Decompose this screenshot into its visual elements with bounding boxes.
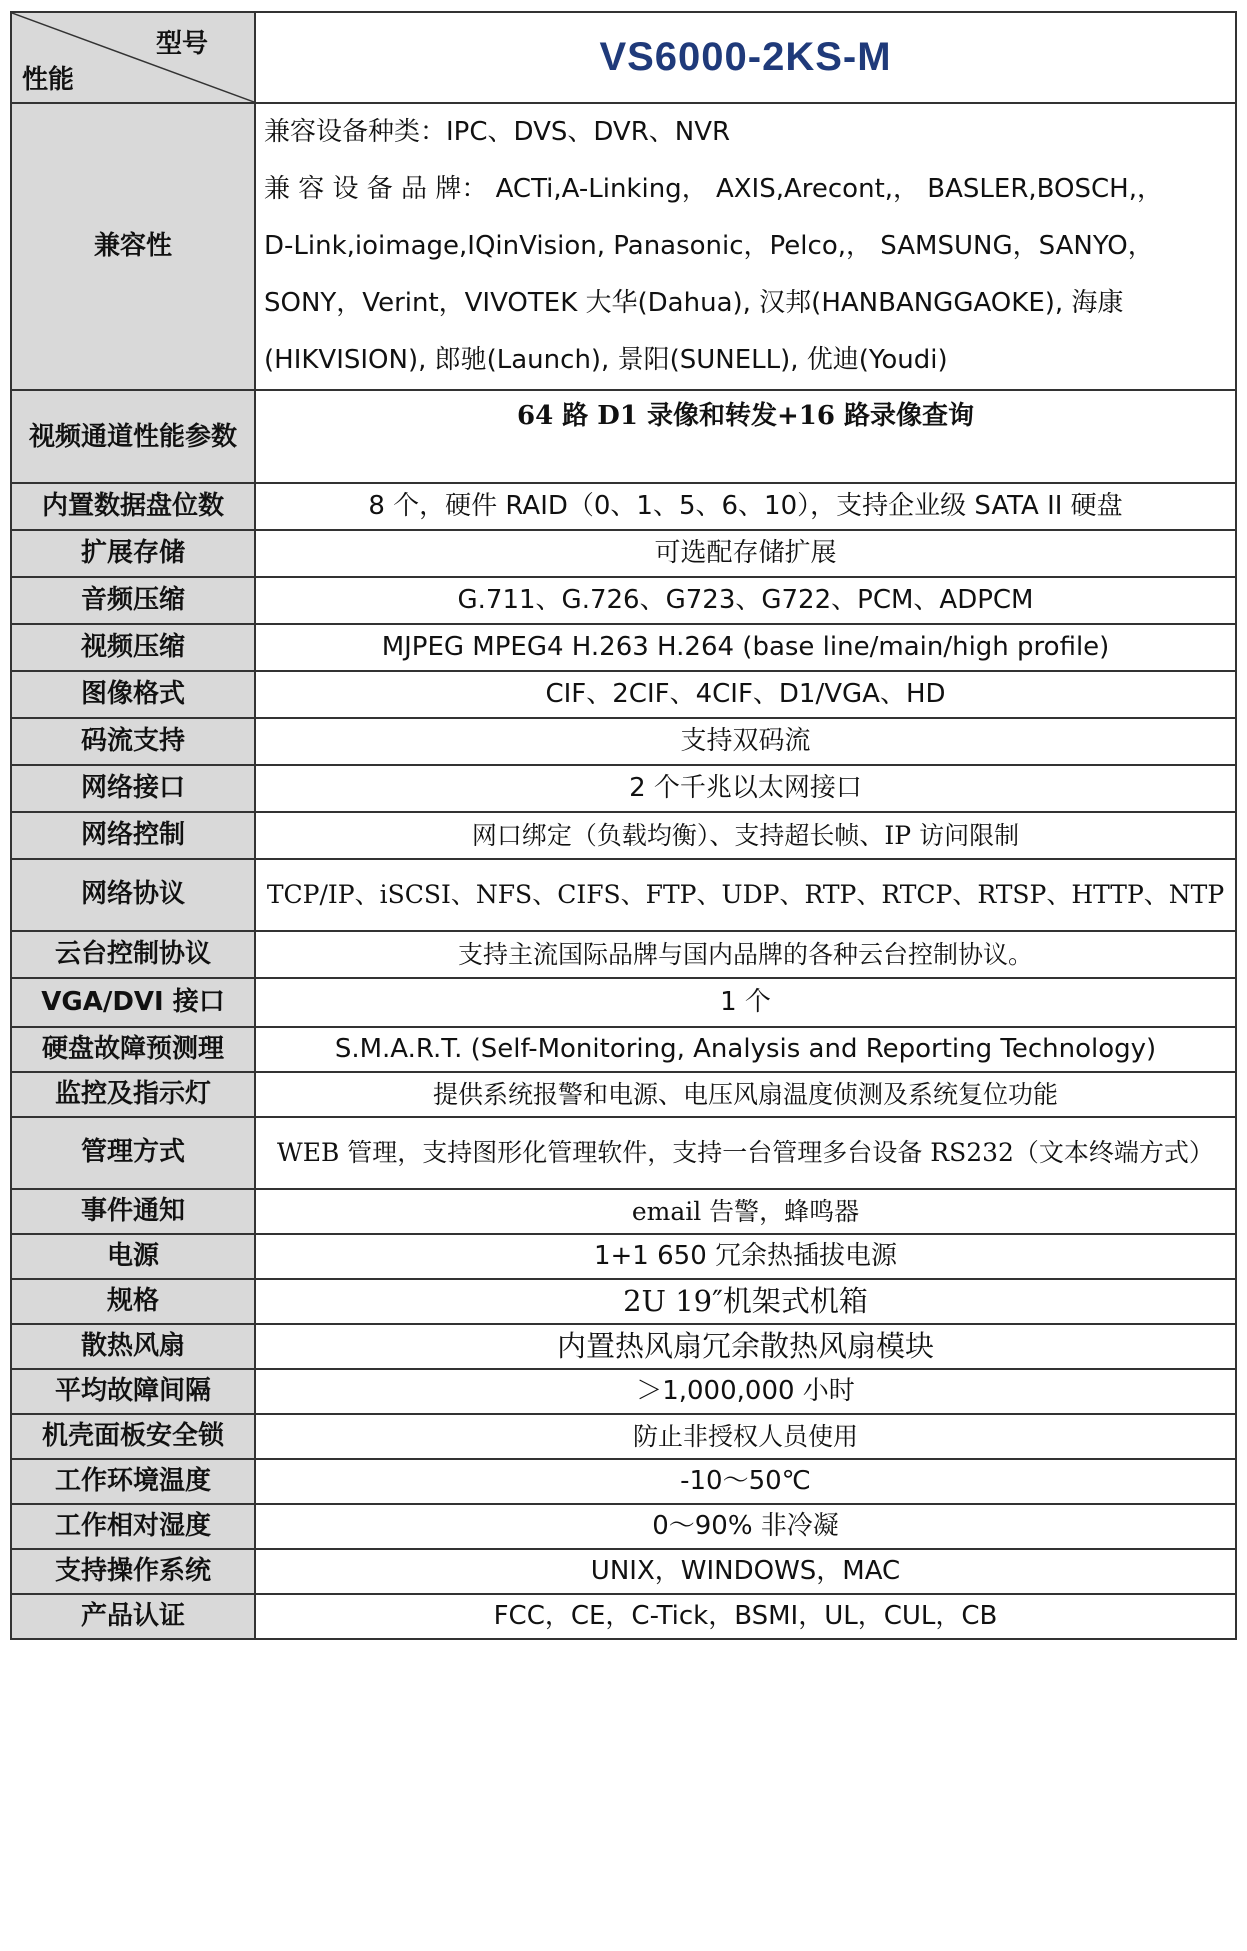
row-label: 机壳面板安全锁	[11, 1414, 255, 1459]
row-security-lock	[11, 1414, 1236, 1459]
row-value: 1 个	[255, 978, 1236, 1027]
corner-label-performance: 性能	[22, 65, 75, 95]
row-image-format	[11, 671, 1236, 718]
compat-line: 兼容设备种类：IPC、DVS、DVR、NVR	[264, 117, 731, 147]
row-label: 平均故障间隔	[11, 1369, 255, 1414]
row-vga-dvi	[11, 978, 1236, 1027]
row-value: 可选配存储扩展	[255, 530, 1236, 577]
spec-table	[10, 11, 1237, 1640]
row-value: S.M.A.R.T. (Self-Monitoring, Analysis and Reporting Technology)	[255, 1027, 1236, 1072]
compat-line: SONY，Verint，VIVOTEK 大华(Dahua), 汉邦(HANBANGGAOKE), 海康	[264, 288, 1124, 318]
row-operating-temp	[11, 1459, 1236, 1504]
row-value: G.711、G.726、G723、G722、PCM、ADPCM	[255, 577, 1236, 624]
row-value: FCC，CE，C-Tick，BSMI，UL，CUL，CB	[255, 1594, 1236, 1639]
row-network-interface	[11, 765, 1236, 812]
row-network-control	[11, 812, 1236, 859]
row-label: 支持操作系统	[11, 1549, 255, 1594]
row-label: 内置数据盘位数	[11, 483, 255, 530]
compat-line: D-Link,ioimage,IQinVision, Panasonic，Pelco,， SAMSUNG，SANYO，	[264, 231, 1154, 261]
row-disk-prediction	[11, 1027, 1236, 1072]
row-value: 支持双码流	[255, 718, 1236, 765]
row-value: TCP/IP、iSCSI、NFS、CIFS、FTP、UDP、RTP、RTCP、RTSP、HTTP、NTP	[255, 859, 1236, 931]
row-label: 云台控制协议	[11, 931, 255, 978]
row-value: 8 个，硬件 RAID（0、1、5、6、10），支持企业级 SATA II 硬盘	[255, 483, 1236, 530]
row-value: 1+1 650 冗余热插拔电源	[255, 1234, 1236, 1279]
row-spec	[11, 1279, 1236, 1324]
row-supported-os	[11, 1549, 1236, 1594]
row-label: 监控及指示灯	[11, 1072, 255, 1117]
header-corner-cell	[11, 12, 255, 103]
row-label: 网络控制	[11, 812, 255, 859]
row-value: 64 路 D1 录像和转发+16 路录像查询	[255, 390, 1236, 483]
row-label: 码流支持	[11, 718, 255, 765]
row-audio-compression	[11, 577, 1236, 624]
corner-label-model: 型号	[155, 29, 208, 59]
row-value: 2 个千兆以太网接口	[255, 765, 1236, 812]
row-stream-support	[11, 718, 1236, 765]
row-cooling-fan	[11, 1324, 1236, 1369]
compat-line: 兼 容 设 备 品 牌： ACTi,A-Linking， AXIS,Arecont,， BASLER,BOSCH,，	[264, 174, 1163, 204]
row-value: WEB 管理，支持图形化管理软件，支持一台管理多台设备 RS232（文本终端方式）	[255, 1117, 1236, 1189]
row-value: 网口绑定（负载均衡）、支持超长帧、IP 访问限制	[255, 812, 1236, 859]
row-label: 事件通知	[11, 1189, 255, 1234]
row-video-channel	[11, 390, 1236, 483]
row-ptz-protocol	[11, 931, 1236, 978]
row-label: 管理方式	[11, 1117, 255, 1189]
row-label: 工作环境温度	[11, 1459, 255, 1504]
row-label: 视频通道性能参数	[11, 390, 255, 483]
row-certification	[11, 1594, 1236, 1639]
row-compat	[11, 103, 1236, 390]
row-humidity	[11, 1504, 1236, 1549]
row-value: 防止非授权人员使用	[255, 1414, 1236, 1459]
row-label: VGA/DVI 接口	[11, 978, 255, 1027]
row-management	[11, 1117, 1236, 1189]
row-value: CIF、2CIF、4CIF、D1/VGA、HD	[255, 671, 1236, 718]
row-value: 2U 19″机架式机箱	[255, 1279, 1236, 1324]
compat-value	[255, 103, 1236, 390]
row-label: 产品认证	[11, 1594, 255, 1639]
compat-line: (HIKVISION), 郎驰(Launch), 景阳(SUNELL), 优迪(Youdi)	[264, 345, 948, 375]
row-label: 硬盘故障预测理	[11, 1027, 255, 1072]
row-value: ＞1,000,000 小时	[255, 1369, 1236, 1414]
spec-sheet	[10, 11, 1235, 1640]
header-row	[11, 12, 1236, 103]
row-monitor-indicator	[11, 1072, 1236, 1117]
row-label: 散热风扇	[11, 1324, 255, 1369]
row-label: 视频压缩	[11, 624, 255, 671]
row-label: 图像格式	[11, 671, 255, 718]
row-power	[11, 1234, 1236, 1279]
row-expansion-storage	[11, 530, 1236, 577]
row-value: 内置热风扇冗余散热风扇模块	[255, 1324, 1236, 1369]
row-value: MJPEG MPEG4 H.263 H.264 (base line/main/high profile)	[255, 624, 1236, 671]
row-value: UNIX，WINDOWS，MAC	[255, 1549, 1236, 1594]
row-label: 网络接口	[11, 765, 255, 812]
row-network-protocol	[11, 859, 1236, 931]
row-label: 兼容性	[11, 103, 255, 390]
row-disk-bays	[11, 483, 1236, 530]
row-label: 工作相对湿度	[11, 1504, 255, 1549]
row-value: 支持主流国际品牌与国内品牌的各种云台控制协议。	[255, 931, 1236, 978]
row-label: 电源	[11, 1234, 255, 1279]
row-label: 网络协议	[11, 859, 255, 931]
row-label: 扩展存储	[11, 530, 255, 577]
row-value: -10～50℃	[255, 1459, 1236, 1504]
row-event-notify	[11, 1189, 1236, 1234]
row-video-compression	[11, 624, 1236, 671]
row-value: 0～90% 非冷凝	[255, 1504, 1236, 1549]
row-mtbf	[11, 1369, 1236, 1414]
row-value: email 告警，蜂鸣器	[255, 1189, 1236, 1234]
model-title: VS6000-2KS-M	[255, 12, 1236, 103]
row-label: 规格	[11, 1279, 255, 1324]
row-value: 提供系统报警和电源、电压风扇温度侦测及系统复位功能	[255, 1072, 1236, 1117]
row-label: 音频压缩	[11, 577, 255, 624]
